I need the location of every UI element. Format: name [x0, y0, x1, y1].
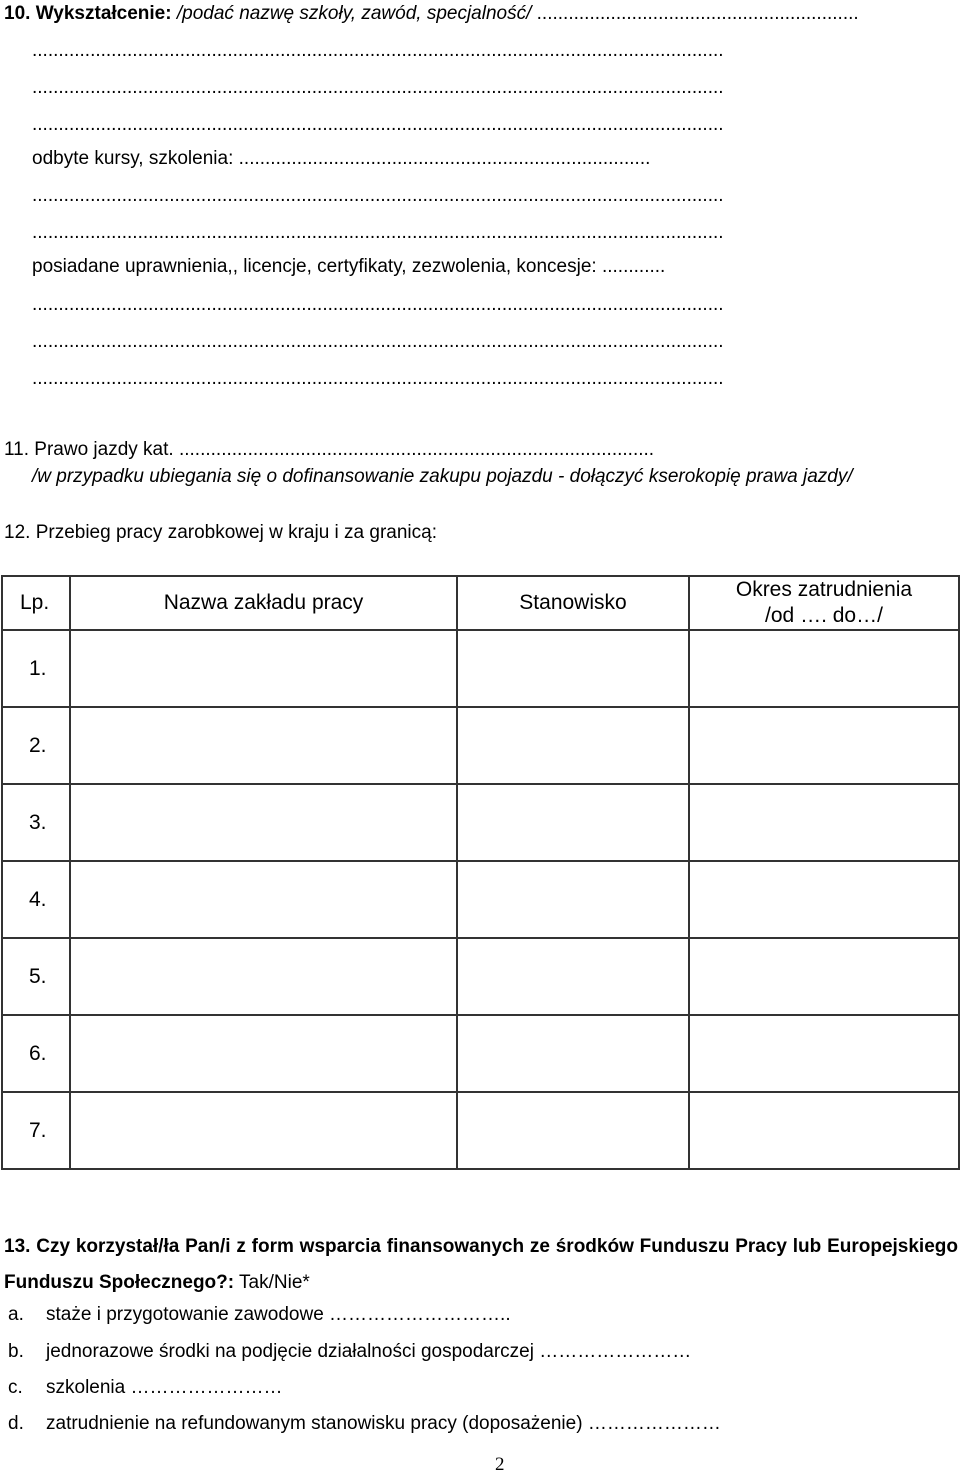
- section-10-number: 10.: [4, 3, 31, 24]
- section-13-question: 13. Czy korzystał/ła Pan/i z form wsparcia finansowanych ze środków Funduszu Pracy lub Europejskiego Funduszu Społecznego?:: [4, 1236, 958, 1293]
- position-cell[interactable]: [457, 707, 689, 784]
- section-11-heading: [4, 439, 654, 461]
- workplace-name-cell[interactable]: [70, 1092, 457, 1169]
- support-option-a: [8, 1304, 511, 1326]
- employment-period-cell[interactable]: [689, 1015, 959, 1092]
- section-13-answer-format[interactable]: Tak/Nie*: [234, 1272, 310, 1293]
- option-label: c.: [8, 1377, 23, 1398]
- section-12-title: 12. Przebieg pracy zarobkowej w kraju i za granicą:: [4, 522, 437, 543]
- workplace-name-cell[interactable]: [70, 938, 457, 1015]
- employment-history-table: [1, 575, 960, 1170]
- driving-license-note: /w przypadku ubiegania się o dofinansowanie zakupu pojazdu - dołączyć kserokopię prawa jazdy/: [32, 466, 853, 487]
- employment-period-cell[interactable]: [689, 707, 959, 784]
- section-13-question-block: [4, 1229, 958, 1301]
- courses-dot-line-2[interactable]: ...................................................................................................................................: [32, 222, 724, 243]
- option-text: staże i przygotowanie zawodowe: [46, 1304, 330, 1325]
- section-10-heading: [4, 3, 859, 25]
- position-cell[interactable]: [457, 1015, 689, 1092]
- workplace-name-cell[interactable]: [70, 1015, 457, 1092]
- courses-dots[interactable]: ..............................................................................: [233, 148, 651, 169]
- employment-period-cell[interactable]: [689, 784, 959, 861]
- workplace-name-cell[interactable]: [70, 784, 457, 861]
- header-workplace-name: Nazwa zakładu pracy: [70, 576, 457, 630]
- position-cell[interactable]: [457, 938, 689, 1015]
- employment-period-cell[interactable]: [689, 630, 959, 707]
- option-label: b.: [8, 1341, 24, 1362]
- workplace-name-cell[interactable]: [70, 861, 457, 938]
- option-label: d.: [8, 1413, 24, 1434]
- row-number: 2.: [2, 707, 70, 784]
- option-answer-dots[interactable]: ……………………: [130, 1377, 283, 1398]
- workplace-name-cell[interactable]: [70, 707, 457, 784]
- page-number: 2: [495, 1454, 505, 1475]
- header-employment-period: [689, 576, 959, 630]
- option-label: a.: [8, 1304, 24, 1325]
- position-cell[interactable]: [457, 861, 689, 938]
- education-dot-line-1[interactable]: ...................................................................................................................................: [32, 40, 724, 61]
- driving-license-label: 11. Prawo jazdy kat.: [4, 439, 174, 460]
- position-cell[interactable]: [457, 784, 689, 861]
- option-text: zatrudnienie na refundowanym stanowisku pracy (doposażenie): [46, 1413, 588, 1434]
- licenses-dots[interactable]: ............: [596, 256, 666, 277]
- position-cell[interactable]: [457, 630, 689, 707]
- row-number: 6.: [2, 1015, 70, 1092]
- support-option-c: [8, 1377, 283, 1399]
- licenses-dot-line-2[interactable]: ...................................................................................................................................: [32, 331, 724, 352]
- education-dot-line-3[interactable]: ...................................................................................................................................: [32, 114, 724, 135]
- table-header-row: [2, 576, 959, 630]
- courses-line: [32, 148, 650, 170]
- row-number: 1.: [2, 630, 70, 707]
- licenses-label: posiadane uprawnienia,, licencje, certyfikaty, zezwolenia, koncesje:: [32, 256, 597, 277]
- education-dot-line-2[interactable]: ...................................................................................................................................: [32, 77, 724, 98]
- header-employment-period-format: /od …. do…/: [765, 604, 883, 627]
- table-row: [2, 861, 959, 938]
- support-option-b: [8, 1341, 691, 1363]
- row-number: 4.: [2, 861, 70, 938]
- licenses-line: [32, 256, 665, 278]
- table-row: [2, 630, 959, 707]
- table-row: [2, 1092, 959, 1169]
- employment-period-cell[interactable]: [689, 861, 959, 938]
- option-text: szkolenia: [46, 1377, 131, 1398]
- table-row: [2, 707, 959, 784]
- option-answer-dots[interactable]: ……………………: [539, 1341, 692, 1362]
- option-answer-dots[interactable]: ………………………..: [329, 1304, 511, 1325]
- licenses-dot-line-3[interactable]: ...................................................................................................................................: [32, 368, 724, 389]
- driving-license-dots[interactable]: ..........................................................................................: [173, 439, 655, 460]
- position-cell[interactable]: [457, 1092, 689, 1169]
- row-number: 5.: [2, 938, 70, 1015]
- table-row: [2, 938, 959, 1015]
- courses-label: odbyte kursy, szkolenia:: [32, 148, 234, 169]
- header-employment-period-title: Okres zatrudnienia: [735, 578, 913, 601]
- header-lp: Lp.: [2, 576, 70, 630]
- table-row: [2, 784, 959, 861]
- section-10-title: Wykształcenie:: [35, 3, 172, 24]
- workplace-name-cell[interactable]: [70, 630, 457, 707]
- employment-period-cell[interactable]: [689, 1092, 959, 1169]
- employment-period-cell[interactable]: [689, 938, 959, 1015]
- table-row: [2, 1015, 959, 1092]
- support-option-d: [8, 1413, 721, 1435]
- courses-dot-line-1[interactable]: ...................................................................................................................................: [32, 185, 724, 206]
- section-10-first-dots[interactable]: .............................................................: [531, 3, 859, 24]
- option-answer-dots[interactable]: …………………: [587, 1413, 721, 1434]
- row-number: 3.: [2, 784, 70, 861]
- row-number: 7.: [2, 1092, 70, 1169]
- licenses-dot-line-1[interactable]: ...................................................................................................................................: [32, 294, 724, 315]
- option-text: jednorazowe środki na podjęcie działalności gospodarczej: [46, 1341, 540, 1362]
- section-10-hint: /podać nazwę szkoły, zawód, specjalność/: [176, 3, 532, 24]
- header-position: Stanowisko: [457, 576, 689, 630]
